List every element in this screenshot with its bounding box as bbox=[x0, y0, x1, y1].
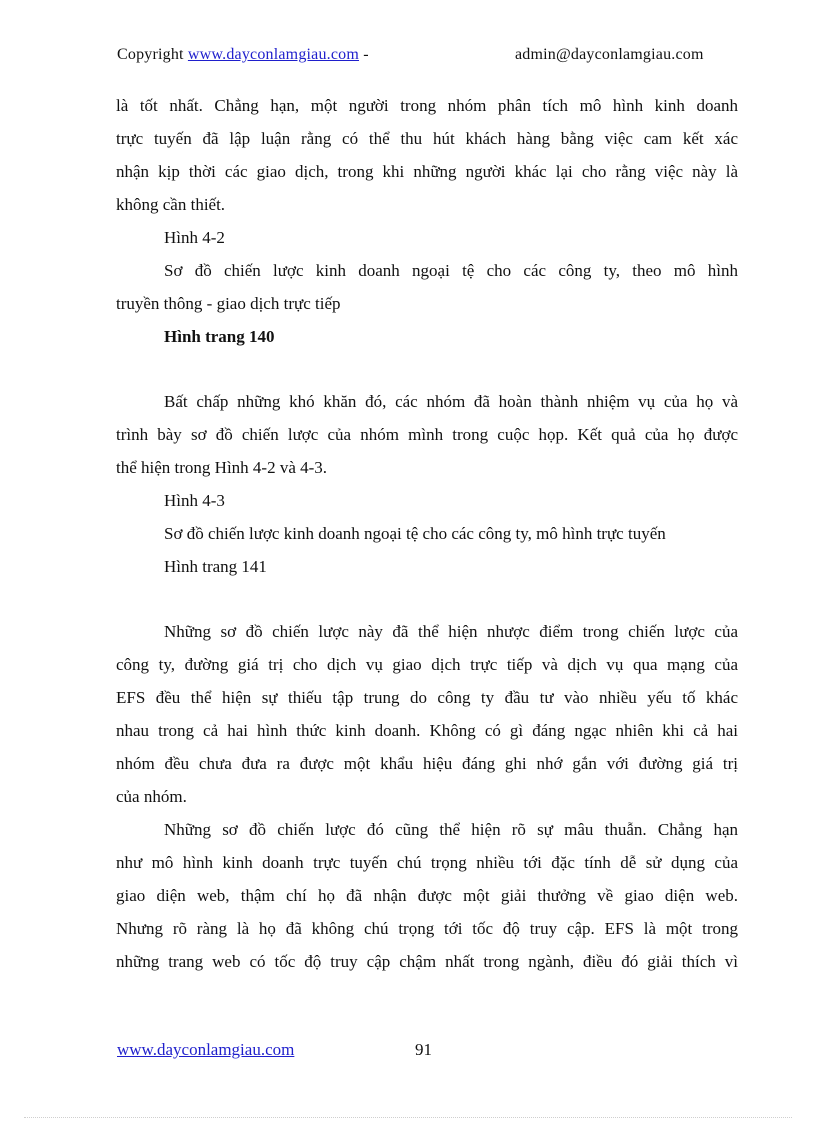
spacer bbox=[116, 583, 738, 615]
paragraph-4 bbox=[116, 813, 738, 978]
page-boundary-divider bbox=[24, 1117, 792, 1118]
header-site-link[interactable]: www.dayconlamgiau.com bbox=[187, 46, 360, 63]
text-line: thể hiện trong Hình 4-2 và 4-3. bbox=[116, 458, 328, 477]
header-email[interactable]: admin@dayconlamgiau.com bbox=[515, 46, 704, 63]
document-body bbox=[116, 89, 738, 978]
text-line: Sơ đồ chiến lược kinh doanh ngoại tệ cho các công ty, theo mô hình bbox=[164, 261, 738, 280]
text-line: công ty, đường giá trị cho dịch vụ giao dịch trực tiếp và dịch vụ qua mạng của bbox=[116, 655, 738, 674]
footer-site-link[interactable]: www.dayconlamgiau.com bbox=[117, 1040, 295, 1059]
copyright-line bbox=[117, 46, 369, 64]
figure-4-3-caption: Sơ đồ chiến lược kinh doanh ngoại tệ cho các công ty, mô hình trực tuyến bbox=[164, 524, 666, 543]
figure-4-3-page-ref: Hình trang 141 bbox=[164, 557, 267, 576]
text-line: nhận kịp thời các giao dịch, trong khi những người khác lại cho rằng việc này là bbox=[116, 162, 738, 181]
figure-4-2-label: Hình 4-2 bbox=[164, 228, 225, 247]
page-footer bbox=[117, 1040, 617, 1064]
paragraph-1 bbox=[116, 89, 738, 221]
figure-4-2-caption bbox=[116, 254, 738, 320]
text-line: Nhưng rõ ràng là họ đã không chú trọng tới tốc độ truy cập. EFS là một trong bbox=[116, 919, 738, 938]
text-line: như mô hình kinh doanh trực tuyến chú trọng nhiều tới đặc tính dễ sử dụng của bbox=[116, 853, 738, 872]
text-line: trực tuyến đã lập luận rằng có thể thu hút khách hàng bằng việc cam kết xác bbox=[116, 129, 738, 148]
text-line: nhau trong cả hai hình thức kinh doanh. Không có gì đáng ngạc nhiên khi cả hai bbox=[116, 721, 738, 740]
copyright-label: Copyright bbox=[117, 46, 184, 63]
page-header bbox=[117, 46, 737, 70]
figure-4-2-page-ref: Hình trang 140 bbox=[164, 327, 275, 346]
text-line: truyền thông - giao dịch trực tiếp bbox=[116, 294, 341, 313]
text-line: Bất chấp những khó khăn đó, các nhóm đã hoàn thành nhiệm vụ của họ và bbox=[164, 392, 738, 411]
paragraph-2 bbox=[116, 385, 738, 484]
text-line: trình bày sơ đồ chiến lược của nhóm mình trong cuộc họp. Kết quả của họ được bbox=[116, 425, 738, 444]
text-line: Những sơ đồ chiến lược đó cũng thể hiện rõ sự mâu thuẫn. Chẳng hạn bbox=[164, 820, 738, 839]
page-number: 91 bbox=[415, 1040, 432, 1059]
text-line: EFS đều thể hiện sự thiếu tập trung do công ty đầu tư vào nhiều yếu tố khác bbox=[116, 688, 738, 707]
text-line: là tốt nhất. Chẳng hạn, một người trong nhóm phân tích mô hình kinh doanh bbox=[116, 96, 738, 115]
text-line: của nhóm. bbox=[116, 787, 187, 806]
text-line: không cần thiết. bbox=[116, 195, 226, 214]
header-separator: - bbox=[359, 46, 369, 63]
text-line: Những sơ đồ chiến lược này đã thể hiện nhược điểm trong chiến lược của bbox=[164, 622, 738, 641]
spacer bbox=[116, 353, 738, 385]
text-line: những trang web có tốc độ truy cập chậm nhất trong ngành, điều đó giải thích vì bbox=[116, 952, 738, 971]
paragraph-3 bbox=[116, 615, 738, 813]
text-line: giao diện web, thậm chí họ đã nhận được một giải thưởng về giao diện web. bbox=[116, 886, 738, 905]
figure-4-3-label: Hình 4-3 bbox=[164, 491, 225, 510]
text-line: nhóm đều chưa đưa ra được một khẩu hiệu đáng ghi nhớ gắn với đường giá trị bbox=[116, 754, 738, 773]
